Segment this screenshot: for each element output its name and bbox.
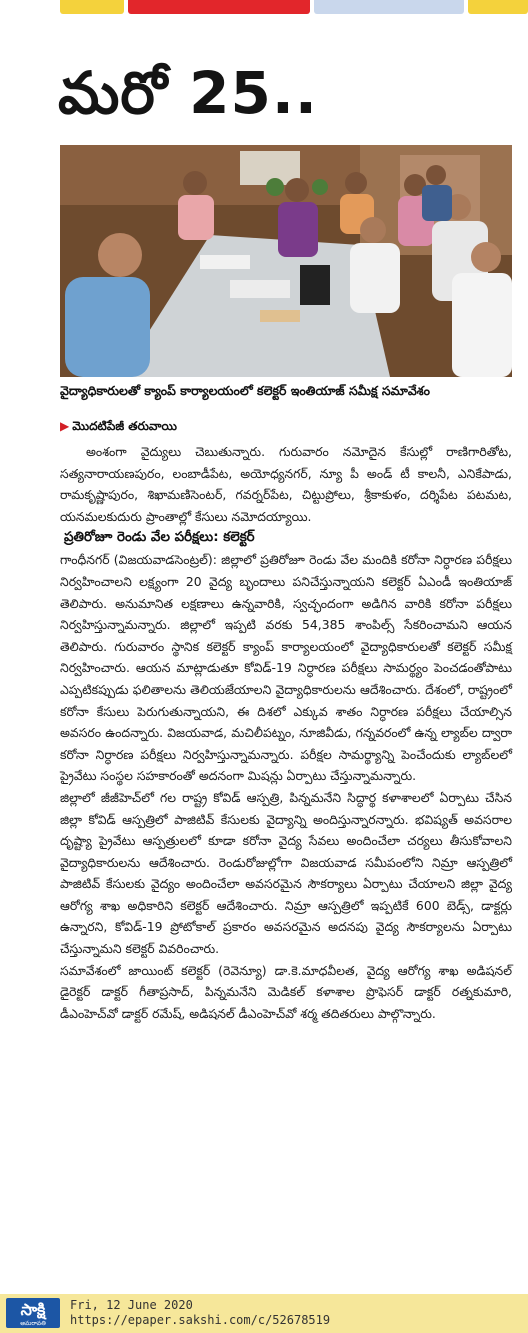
- edition-date: Fri, 12 June 2020: [70, 1298, 193, 1312]
- continued-from-front-page: [60, 417, 177, 435]
- logo-text: సాక్షి: [20, 1300, 46, 1319]
- strip-red: [128, 0, 310, 14]
- paragraph: గాంధీనగర్ (విజయవాడసెంట్రల్): జిల్లాలో ప్రతిరోజూ రెండు వేల మందికి కరోనా నిర్ధారణ పరీక్షలు నిర్వహించాలని లక్ష్యంగా 20 వైద్య బృందాలు పనిచేస్తున్నాయని కలెక్టర్ ఏఎండీ ఇంతియాజ్ తెలిపారు. అనుమానిత లక్షణాలు ఉన్నవారికి, స్వచ్ఛందంగా అడిగిన వారికి కరోనా పరీక్షలు నిర్వహిస్తున్నామన్నారు. జిల్లాలో ఇప్పటి వరకు 54,385 శాంపిల్స్ సేకరించామని ఆయన తెలిపారు. గురువారం స్థానిక కలెక్టర్ క్యాంప్ కార్యాలయంలో వైద్యాధికారులతో కలెక్టర్ సమీక్ష నిర్వహించారు. ఆయన మాట్లాడుతూ కోవిడ్-19 నిర్ధారణ పరీక్షలు సామర్థ్యం పెంచడంతోపాటు ఎప్పటికప్పుడు ఫలితాలను తెలియజేయాలని వైద్యాధికారులను ఆదేశించారు. దేశంలో, రాష్ట్రంలో కరోనా కేసులు పెరుగుతున్నాయని, ఈ దిశలో ఎక్కువ శాతం నిర్ధారణ పరీక్షలు చేయాల్సిన అవసరం ఉందన్నారు. విజయవాడ, మచిలీపట్నం, నూజివీడు, గన్నవరంలో ఉన్న ల్యాబ్‌ల ద్వారా కరోనా నిర్ధారణ పరీక్షలు నిర్వహిస్తున్నామన్నారు. పరీక్షల సామర్థ్యాన్ని పెంచేందుకు ల్యాబ్‌లలో ప్రైవేటు సంస్థల సహకారంతో అదనంగా మిషన్లు ఏర్పాటు చేస్తున్నామన్నారు.: [60, 552, 512, 784]
- top-color-strip: [60, 0, 528, 18]
- article-subheading: ప్రతిరోజూ రెండు వేల పరీక్షలు: కలెక్టర్: [64, 530, 255, 546]
- continued-label: మొదటిపేజీ తరువాయి: [72, 419, 177, 433]
- news-photo: [60, 145, 512, 377]
- article-body: [60, 441, 512, 1024]
- headline: మరో 25..: [58, 59, 318, 127]
- logo-subtext: అమరావతి: [20, 1320, 46, 1327]
- paragraph: అంశంగా వైద్యులు చెబుతున్నారు. గురువారం నమోదైన కేసుల్లో రాణిగారితోట, సత్యనారాయణపురం, లంబాడీపేట, అయోధ్యనగర్, న్యూ పీ అండ్ టీ కాలనీ, ఎనికేపాడు, రామకృష్ణాపురం, శిఖామణిసెంటర్, గవర్నర్‌పేట, చిట్టుప్రోలు, శ్రీకాకుళం, దర్శిపేట పటమట, యనమలకుదురు ప్రాంతాల్లో కేసులు నమోదయ్యాయి.: [60, 444, 512, 524]
- epaper-footer: [0, 1294, 528, 1333]
- strip-yellow-right: [468, 0, 528, 14]
- paragraph: సమావేశంలో జాయింట్ కలెక్టర్ (రెవెన్యూ) డా.కె.మాధవీలత, వైద్య ఆరోగ్య శాఖ అడిషనల్ డైరెక్టర్ డాక్టర్ గీతాప్రసాద్, పిన్నమనేని మెడికల్ కళాశాల ప్రొఫెసర్ డాక్టర్ రత్నకుమారి, డీఎంహెచ్‌వో డాక్టర్ రమేష్, అడిషనల్ డీఎంహెచ్‌వో శర్మ తదితరులు పాల్గొన్నారు.: [60, 962, 512, 1021]
- sakshi-logo: [6, 1298, 60, 1328]
- source-url[interactable]: https://epaper.sakshi.com/c/52678519: [70, 1313, 331, 1327]
- triangle-marker-icon: ▶: [60, 419, 70, 433]
- strip-yellow-left: [60, 0, 124, 14]
- paragraph: జిల్లాలో జీజీహెచ్‌లో గల రాష్ట్ర కోవిడ్ ఆస్పత్రి, పిన్నమనేని సిద్ధార్థ కళాశాలలో ఏర్పాటు చేసిన జిల్లా కోవిడ్ ఆస్పత్రిలో పాజిటివ్ కేసులకు వైద్యాన్ని అందిస్తున్నారన్నారు. భవిష్యత్ అవసరాల దృష్ట్యా ప్రైవేటు ఆస్పత్రులలో కూడా కరోనా వైద్య సేవలు అందించేలా చర్యలు తీసుకోవాలని వైద్యాధికారులను ఆదేశించారు. రెండురోజుల్లోగా విజయవాడ సమీపంలోని నిమ్రా ఆస్పత్రిలో పాజిటివ్ కేసులకు వైద్యం అందించేలా అవసరమైన సౌకర్యాలు ఏర్పాటు చేయాలని జిల్లా వైద్య ఆరోగ్య శాఖ అధికారిని కలెక్టర్ ఆదేశించారు. నిమ్రా ఆస్పత్రిలో ఇప్పటికే 600 బెడ్స్, డాక్టర్లు ఉన్నారని, కోవిడ్-19 ప్రోటోకాల్ ప్రకారం అవసరమైన అదనపు వైద్య సౌకర్యాలను ఏర్పాటు చేస్తున్నామని కలెక్టర్ వివరించారు.: [60, 789, 512, 957]
- strip-blue: [314, 0, 464, 14]
- photo-caption: వైద్యాధికారులతో క్యాంప్ కార్యాలయంలో కలెక్టర్ ఇంతియాజ్ సమీక్ష సమావేశం: [60, 383, 431, 398]
